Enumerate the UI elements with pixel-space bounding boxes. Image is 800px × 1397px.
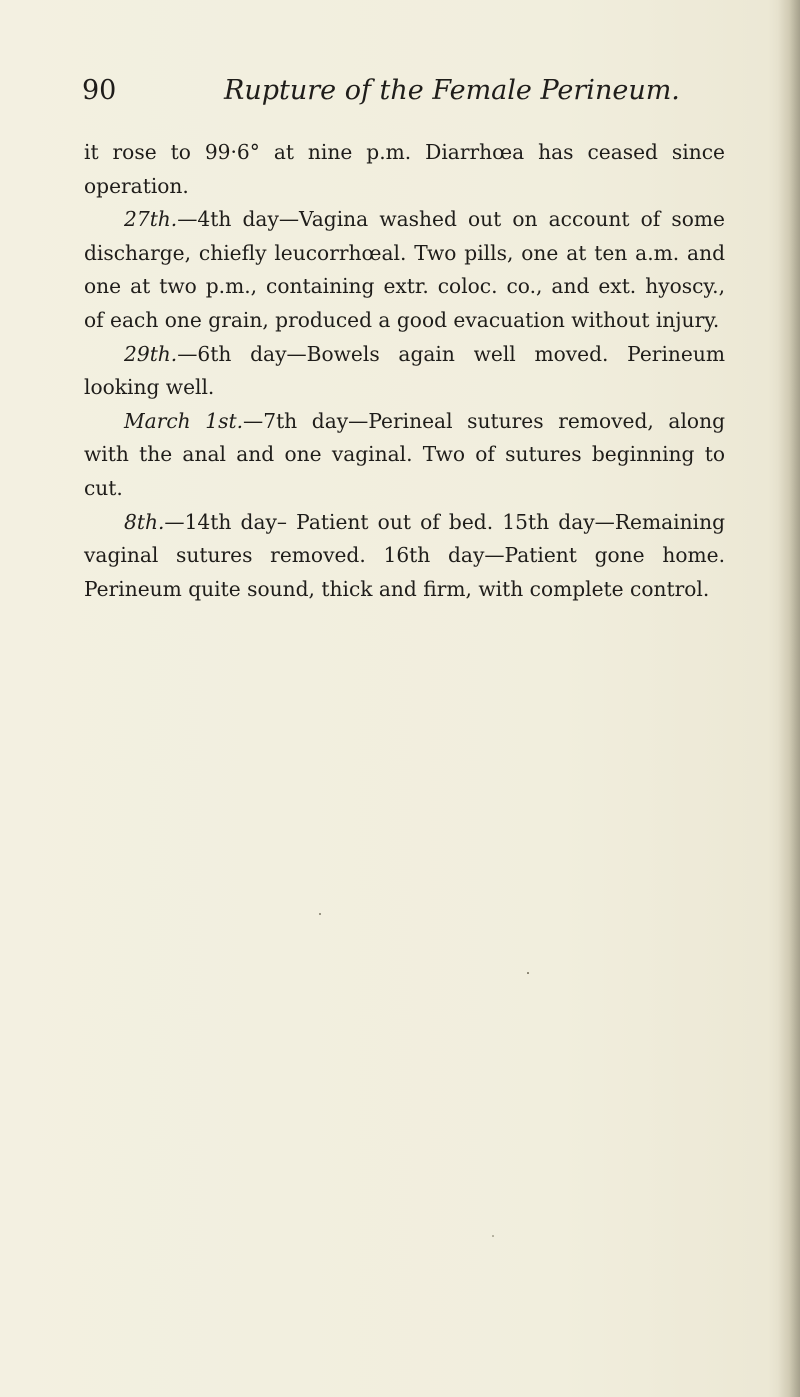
- page-number: 90: [82, 75, 117, 106]
- paragraph-text: —6th day—Bowels again well moved. Perineum looking well.: [84, 341, 725, 400]
- entry-date: 27th.: [124, 207, 178, 232]
- paragraph-text: it rose to 99·6° at nine p.m. Diarrhœa has ceased since operation.: [84, 140, 725, 198]
- paragraph-text: —4th day—Vagina washed out on account of some discharge, chiefly leucorrhœal. Two pills, one at ten a.m. and one at two p.m., containing extr. coloc. co., and ext. hyoscy., of each one grain, produced a good evacuation without injury.: [84, 207, 725, 332]
- paragraph-entry: [84, 203, 725, 337]
- page-edge-shadow: [778, 0, 800, 1397]
- paper-speck: [319, 913, 321, 915]
- paragraph-text: —7th day—Perineal sutures removed, along with the anal and one vaginal. Two of sutures beginning to cut.: [84, 408, 725, 500]
- paragraph-entry: [84, 405, 725, 506]
- paragraph-entry: [84, 506, 725, 607]
- running-title: Rupture of the Female Perineum.: [224, 75, 680, 106]
- entry-date: 29th.: [124, 341, 178, 366]
- entry-date: 8th.: [124, 509, 165, 534]
- body-text: [84, 136, 725, 606]
- page-header: [82, 74, 732, 114]
- paragraph-entry: [84, 338, 725, 405]
- entry-date: March 1st.: [124, 408, 244, 433]
- paper-speck: [492, 1235, 494, 1237]
- paragraph-continuation: [84, 136, 725, 203]
- paragraph-text: —14th day– Patient out of bed. 15th day—Remaining vaginal sutures removed. 16th day—Patient gone home. Perineum quite sound, thick and firm, with complete control.: [84, 509, 725, 601]
- paper-speck: [527, 972, 529, 974]
